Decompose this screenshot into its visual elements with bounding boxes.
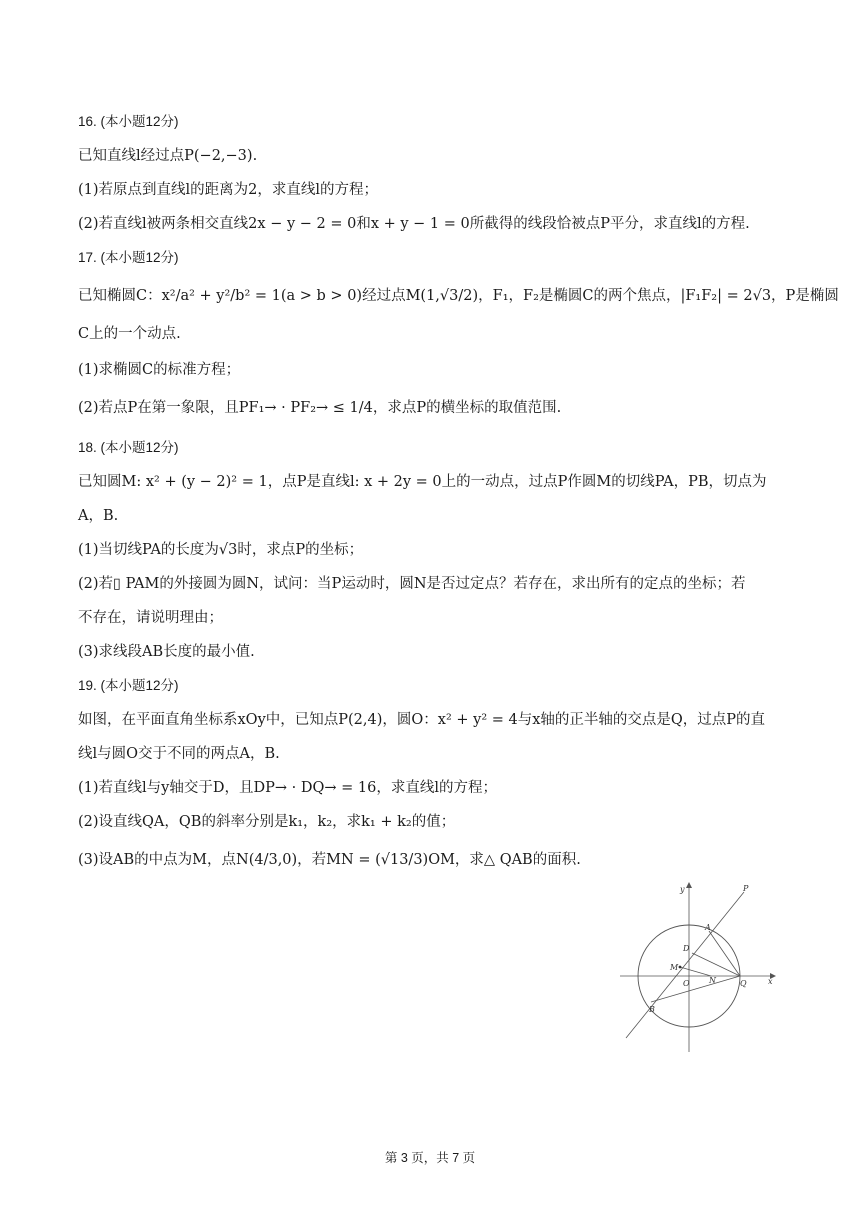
q18-part3: (3)求线段AB长度的最小值. xyxy=(78,644,255,660)
q19-stem-cont: 线l与圆O交于不同的两点A，B. xyxy=(78,746,280,762)
label-a: A xyxy=(705,923,711,932)
q18-stem: 已知圆M: x² + (y − 2)² = 1，点P是直线l: x + 2y = 0上的一动点，过点P作圆M的切线PA，PB，切点为 xyxy=(78,474,767,490)
label-n: N xyxy=(709,976,716,985)
q17-stem: 已知椭圆C：x²/a² + y²/b² = 1(a > b > 0)经过点M(1,√3/2)，F₁，F₂是椭圆C的两个焦点，|F₁F₂| = 2√3，P是椭圆 xyxy=(78,288,839,304)
q18-part2-cont: 不存在，请说明理由； xyxy=(78,610,223,626)
q19-figure xyxy=(620,880,780,1060)
q18-part1: (1)当切线PA的长度为√3时，求点P的坐标； xyxy=(78,542,364,558)
q17-heading: 17. (本小题12分) xyxy=(78,250,179,265)
q19-part3: (3)设AB的中点为M，点N(4/3,0)，若MN = (√13/3)OM，求△ QAB的面积. xyxy=(78,852,581,868)
q16-part2: (2)若直线l被两条相交直线2x − y − 2 = 0和x + y − 1 = 0所截得的线段恰被点P平分，求直线l的方程. xyxy=(78,216,750,232)
point-m xyxy=(679,966,682,969)
q17-part2: (2)若点P在第一象限，且PF₁→ · PF₂→ ≤ 1/4，求点P的横坐标的取值范围. xyxy=(78,400,562,416)
line-l xyxy=(626,892,744,1038)
q18-heading: 18. (本小题12分) xyxy=(78,440,179,455)
q19-heading: 19. (本小题12分) xyxy=(78,678,179,693)
q19-part2: (2)设直线QA，QB的斜率分别是k₁，k₂，求k₁ + k₂的值； xyxy=(78,814,456,830)
label-p: P xyxy=(743,884,749,893)
q17-stem-cont: C上的一个动点. xyxy=(78,326,181,342)
y-axis-arrow xyxy=(686,882,692,888)
segment-bq xyxy=(651,976,740,1002)
page-footer: 第 3 页，共 7 页 xyxy=(384,1151,476,1165)
q16-heading: 16. (本小题12分) xyxy=(78,114,179,129)
label-b: B xyxy=(649,1005,655,1014)
label-o: O xyxy=(683,979,690,988)
q18-part2: (2)若▯ PAM的外接圆为圆N，试问：当P运动时，圆N是否过定点？若存在，求出所有的定点的坐标；若 xyxy=(78,576,746,592)
segment-aq xyxy=(709,931,740,976)
label-x: x xyxy=(768,977,773,986)
label-d: D xyxy=(683,944,690,953)
q17-part1: (1)求椭圆C的标准方程； xyxy=(78,362,241,378)
q19-stem: 如图，在平面直角坐标系xOy中，已知点P(2,4)，圆O：x² + y² = 4与x轴的正半轴的交点是Q，过点P的直 xyxy=(78,712,766,728)
label-y: y xyxy=(680,885,685,894)
label-q: Q xyxy=(740,979,747,988)
q16-part1: (1)若原点到直线l的距离为2，求直线l的方程； xyxy=(78,182,379,198)
label-m: M xyxy=(670,963,679,972)
q16-stem: 已知直线l经过点P(−2,−3). xyxy=(78,148,258,164)
q18-stem-cont: A，B. xyxy=(78,508,119,524)
segment-mn xyxy=(680,967,711,976)
q19-part1: (1)若直线l与y轴交于D，且DP→ · DQ→ = 16，求直线l的方程； xyxy=(78,780,497,796)
